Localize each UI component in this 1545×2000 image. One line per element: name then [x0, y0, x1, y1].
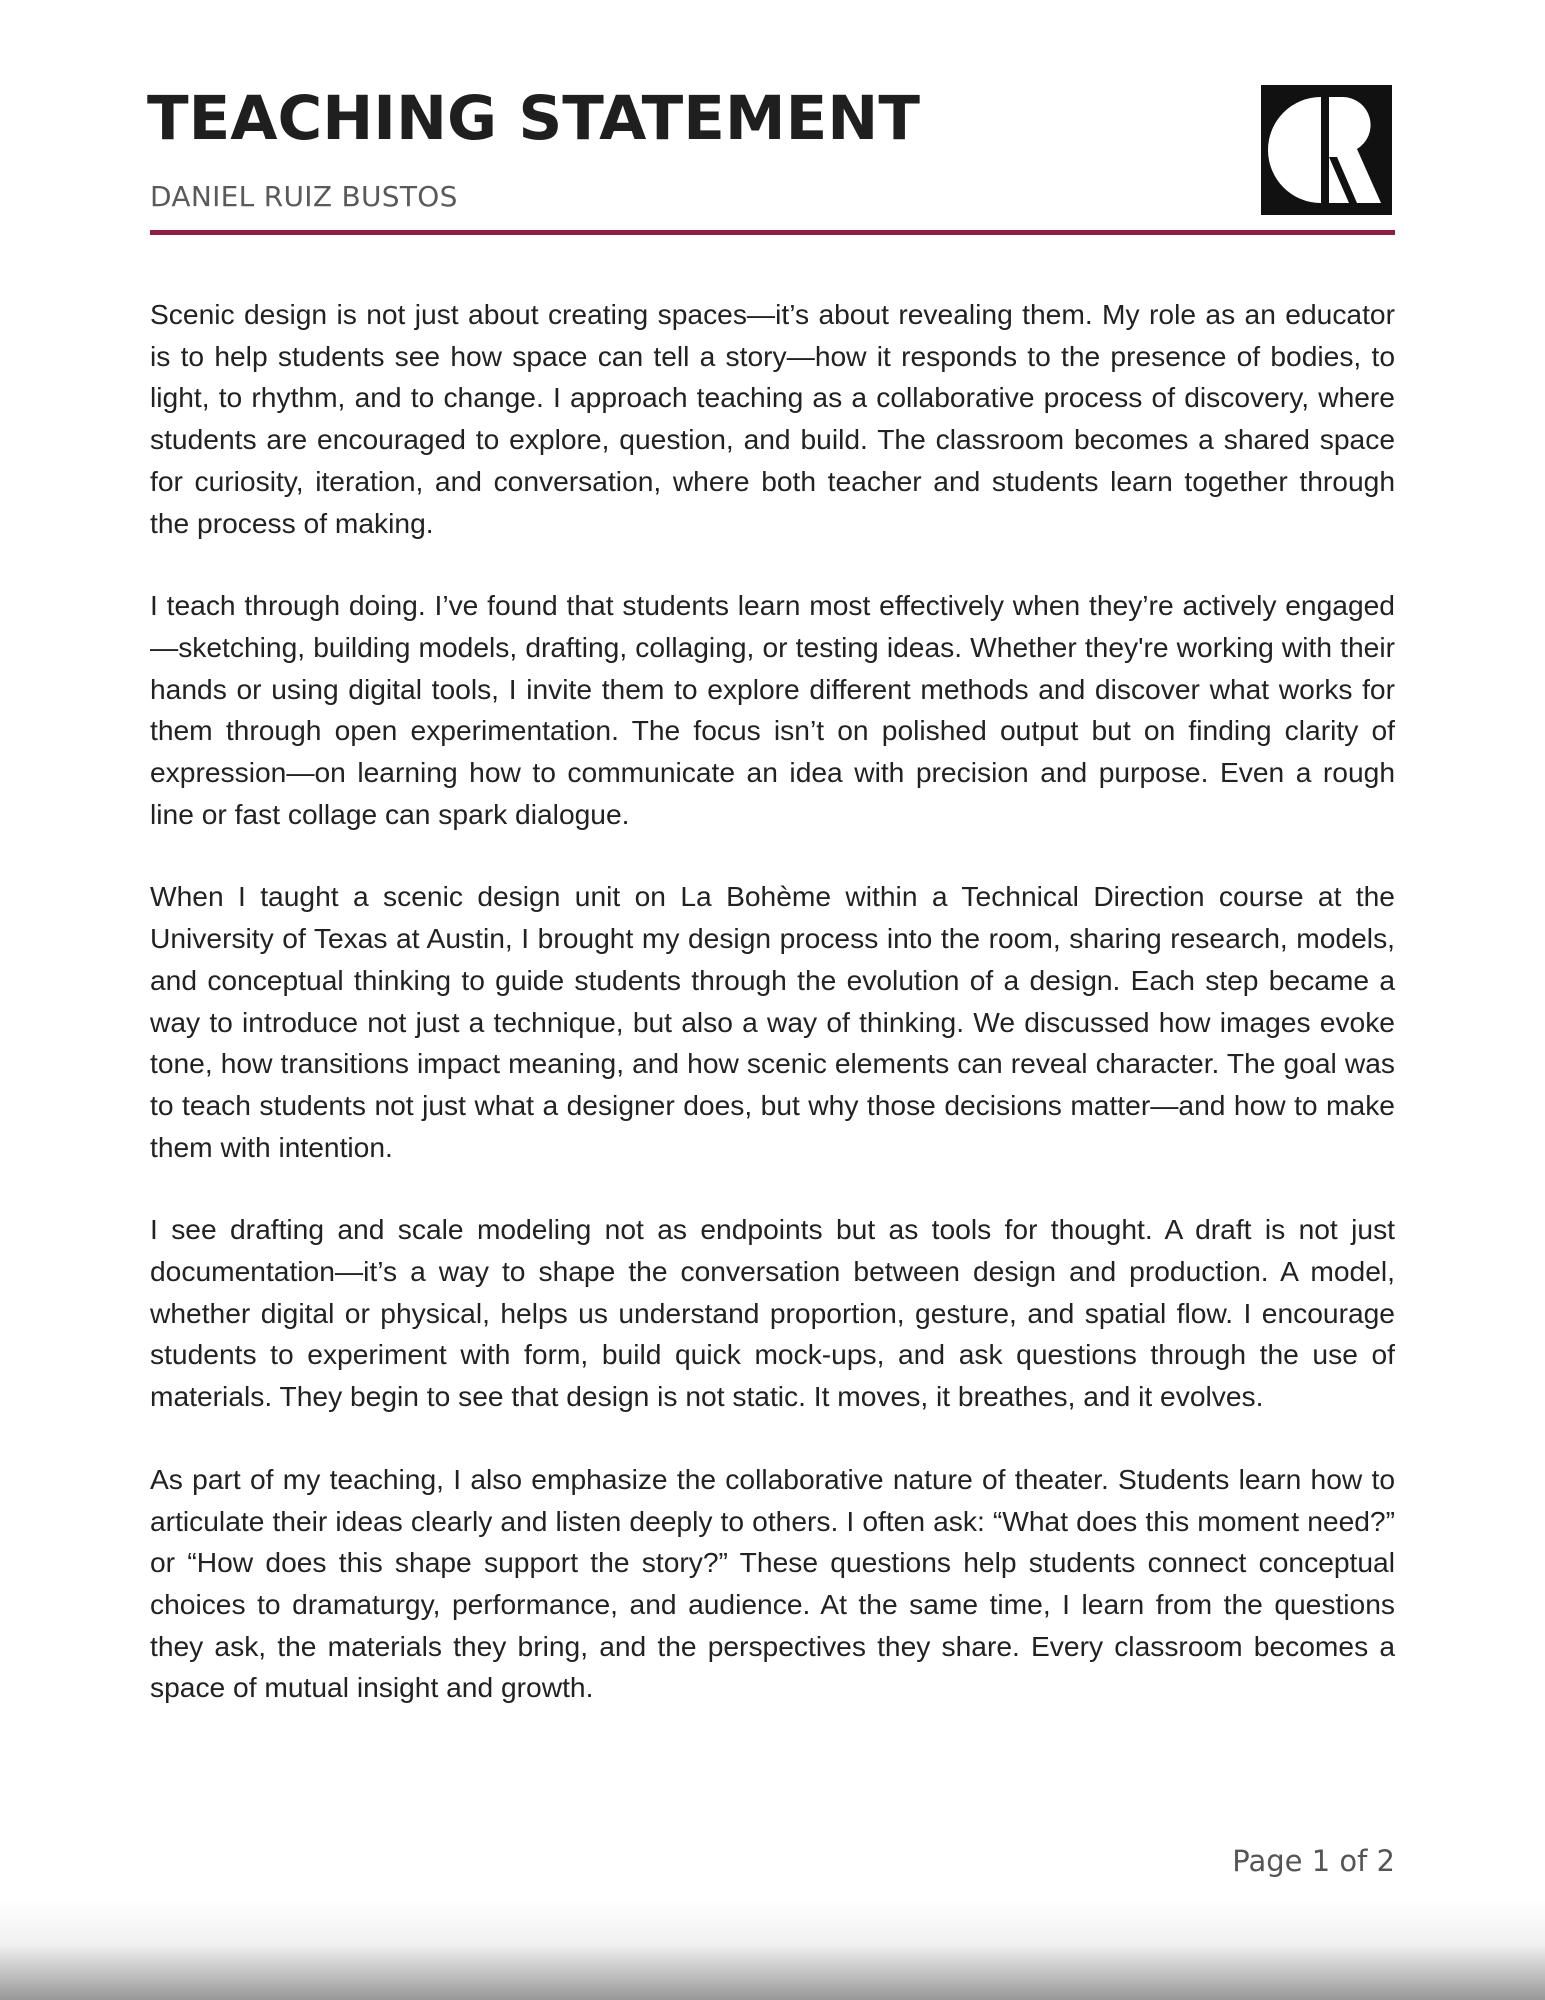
page-number: Page 1 of 2 [1232, 1844, 1395, 1878]
logo-graphic [1261, 85, 1392, 215]
page-bottom-shadow [0, 1900, 1545, 2000]
document-header [147, 80, 1395, 236]
paragraph-5: As part of my teaching, I also emphasize the collaborative nature of theater. Students learn how to articulate their ideas clearly and listen deeply to others. I often ask: “What does this moment need?” or “How does this shape support the story?” These questions help students connect conceptual choices to dramaturgy, performance, and audience. At the same time, I learn from the questions they ask, the materials they bring, and the perspectives they share. Every classroom becomes a space of mutual insight and growth. [150, 1462, 1395, 1704]
cr-monogram-logo-icon [1261, 85, 1392, 215]
paragraph-2: I teach through doing. I’ve found that students learn most effectively when they’re actively engaged—sketching, building models, drafting, collaging, or testing ideas. Whether they're working with their hands or using digital tools, I invite them to explore different methods and discover what works for them through open experimentation. The focus isn’t on polished output but on finding clarity of expression—on learning how to communicate an idea with precision and purpose. Even a rough line or fast collage can spark dialogue. [150, 589, 1395, 830]
document-title: TEACHING STATEMENT [147, 83, 920, 154]
paragraph-1: Scenic design is not just about creating spaces—it’s about revealing them. My role as an educator is to help students see how space can tell a story—how it responds to the presence of bodies, to light, to rhythm, and to change. I approach teaching as a collaborative process of discovery, where students are encouraged to explore, question, and build. The classroom becomes a shared space for curiosity, iteration, and conversation, where both teacher and students learn together through the process of making. [150, 298, 1395, 539]
paragraph-4: I see drafting and scale modeling not as endpoints but as tools for thought. A draft is not just documentation—it’s a way to shape the conversation between design and production. A model, whether digital or physical, helps us understand proportion, gesture, and spatial flow. I encourage students to experiment with form, build quick mock-ups, and ask questions through the use of materials. They begin to see that design is not static. It moves, it breathes, and it evolves. [150, 1213, 1395, 1413]
statement-body [150, 294, 1395, 1750]
header-divider [150, 230, 1395, 235]
paragraph-3: When I taught a scenic design unit on La Bohème within a Technical Direction course at the University of Texas at Austin, I brought my design process into the room, sharing research, models, and conceptual thinking to guide students through the evolution of a design. Each step became a way to introduce not just a technique, but also a way of thinking. We discussed how images evoke tone, how transitions impact meaning, and how scenic elements can reveal character. The goal was to teach students not just what a designer does, but why those decisions matter—and how to make them with intention. [150, 880, 1395, 1163]
author-name: DANIEL RUIZ BUSTOS [150, 180, 458, 213]
